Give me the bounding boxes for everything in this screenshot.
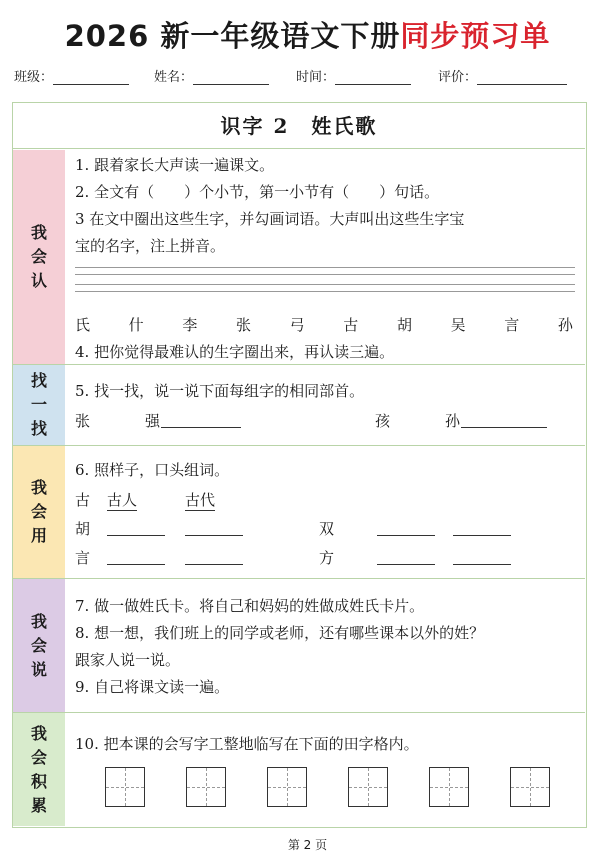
- section-use: [13, 446, 585, 579]
- section-recognize: [13, 150, 585, 365]
- section-label-recognize: 我 会 认: [13, 150, 65, 364]
- char-item: 李: [182, 316, 198, 334]
- section-label-accumulate: 我 会 积 累: [13, 713, 65, 826]
- example-char: 古: [75, 491, 91, 509]
- pair-1-answer[interactable]: [161, 410, 241, 428]
- char-item: 古: [343, 316, 359, 334]
- word-blank[interactable]: [453, 518, 511, 536]
- instruction-10: 10. 把本课的会写字工整地临写在下面的田字格内。: [75, 735, 419, 753]
- section-find: [13, 365, 585, 446]
- example-word-1: 古人: [107, 491, 138, 509]
- pinyin-line-2[interactable]: [75, 274, 575, 275]
- char-item: 胡: [396, 316, 412, 334]
- pinyin-line-1[interactable]: [75, 267, 575, 268]
- instruction-8: 8. 想一想，我们班上的同学或老师，还有哪些课本以外的姓？: [75, 624, 485, 642]
- review-blank[interactable]: [477, 69, 567, 85]
- time-label: 时间：: [296, 70, 336, 85]
- class-blank[interactable]: [53, 69, 129, 85]
- page-title: [0, 14, 615, 55]
- instruction-7: 7. 做一做姓氏卡。将自己和妈妈的姓做成姓氏卡片。: [75, 597, 425, 615]
- word-blank[interactable]: [185, 518, 243, 536]
- pair-1-char-2: 强: [145, 412, 161, 430]
- name-blank[interactable]: [193, 69, 269, 85]
- pinyin-line-3[interactable]: [75, 284, 575, 285]
- pair-2-char-2: 孙: [445, 412, 461, 430]
- char-item: 孙: [557, 316, 573, 334]
- word-blank[interactable]: [453, 547, 511, 565]
- tianzige-grid[interactable]: [510, 767, 550, 807]
- title-accent: 同步预习单: [400, 19, 551, 53]
- name-field[interactable]: [154, 66, 269, 85]
- instruction-6: 6. 照样子，口头组词。: [75, 461, 230, 479]
- instruction-5: 5. 找一找，说一说下面每组字的相同部首。: [75, 382, 365, 400]
- pair-2-answer[interactable]: [461, 410, 547, 428]
- tianzige-grid[interactable]: [105, 767, 145, 807]
- instruction-8-cont: 跟家人说一说。: [75, 651, 181, 669]
- time-field[interactable]: [296, 66, 411, 85]
- char-item: 氏: [75, 316, 91, 334]
- section-accumulate: [13, 713, 585, 826]
- word-blank[interactable]: [377, 547, 435, 565]
- tianzige-grid[interactable]: [186, 767, 226, 807]
- use-char-3: 言: [75, 549, 91, 567]
- section-label-use: 我 会 用: [13, 446, 65, 578]
- student-info-row: [14, 66, 604, 90]
- tianzige-grid[interactable]: [429, 767, 469, 807]
- time-blank[interactable]: [335, 69, 411, 85]
- section-label-speak: 我 会 说: [13, 579, 65, 712]
- instruction-4: 4. 把你觉得最难认的生字圈出来，再认读三遍。: [75, 343, 395, 361]
- section-label-find: 找 一 找: [13, 365, 65, 445]
- use-char-4: 方: [319, 549, 335, 567]
- char-item: 张: [235, 316, 251, 334]
- class-label: 班级：: [14, 70, 54, 85]
- example-word-2: 古代: [185, 491, 216, 509]
- review-label: 评价：: [438, 70, 478, 85]
- worksheet: [12, 102, 587, 828]
- class-field[interactable]: [14, 66, 129, 85]
- use-char-1: 胡: [75, 520, 91, 538]
- char-item: 弓: [289, 316, 305, 334]
- instruction-2: 2. 全文有（ ）个小节，第一小节有（ ）句话。: [75, 183, 440, 201]
- instruction-3-cont: 宝的名字，注上拼音。: [75, 237, 226, 255]
- use-char-2: 双: [319, 520, 335, 538]
- word-blank[interactable]: [377, 518, 435, 536]
- word-blank[interactable]: [107, 518, 165, 536]
- review-field[interactable]: [438, 66, 567, 85]
- pair-2-char-1: 孩: [375, 412, 391, 430]
- pinyin-line-4[interactable]: [75, 291, 575, 292]
- char-item: 吴: [450, 316, 466, 334]
- section-speak: [13, 579, 585, 713]
- tianzige-grid[interactable]: [267, 767, 307, 807]
- word-blank[interactable]: [107, 547, 165, 565]
- instruction-3: 3 在文中圈出这些生字，并勾画词语。大声叫出这些生字宝: [75, 210, 465, 228]
- new-characters: [75, 314, 573, 335]
- char-item: 言: [504, 316, 520, 334]
- word-blank[interactable]: [185, 547, 243, 565]
- title-main: 2026 新一年级语文下册: [64, 19, 401, 53]
- instruction-1: 1. 跟着家长大声读一遍课文。: [75, 156, 275, 174]
- name-label: 姓名：: [154, 70, 194, 85]
- instruction-9: 9. 自己将课文读一遍。: [75, 678, 230, 696]
- pair-1-char-1: 张: [75, 412, 91, 430]
- tianzige-grid[interactable]: [348, 767, 388, 807]
- lesson-title: 识字 2 姓氏歌: [13, 103, 585, 149]
- page-number: 第 2 页: [287, 838, 328, 852]
- char-item: 什: [128, 316, 144, 334]
